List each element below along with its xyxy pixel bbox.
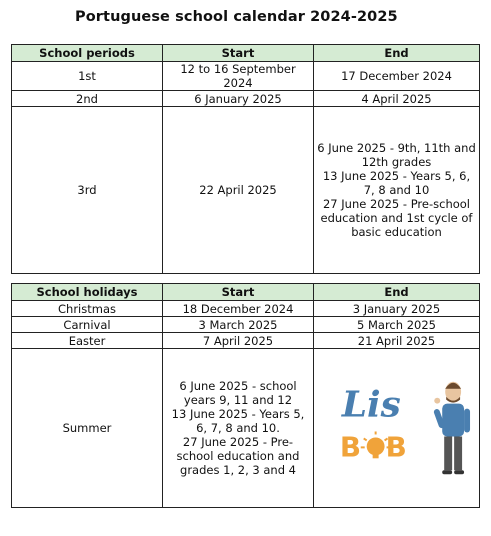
period-name: 2nd bbox=[12, 91, 163, 107]
holiday-start: 18 December 2024 bbox=[163, 301, 314, 317]
holiday-end: 5 March 2025 bbox=[314, 317, 480, 333]
table-row bbox=[12, 301, 480, 317]
column-header: School holidays bbox=[12, 284, 163, 301]
table-header-row bbox=[12, 45, 480, 62]
holiday-name: Carnival bbox=[12, 317, 163, 333]
column-header: End bbox=[314, 284, 480, 301]
holiday-end: 3 January 2025 bbox=[314, 301, 480, 317]
holiday-end: 21 April 2025 bbox=[314, 333, 480, 349]
table-row bbox=[12, 62, 480, 91]
column-header: Start bbox=[163, 284, 314, 301]
holiday-name: Easter bbox=[12, 333, 163, 349]
school-periods-table bbox=[11, 44, 480, 274]
period-end: 17 December 2024 bbox=[314, 62, 480, 91]
holiday-name: Summer bbox=[12, 349, 163, 508]
period-start: 22 April 2025 bbox=[163, 107, 314, 274]
column-header: School periods bbox=[12, 45, 163, 62]
period-end: 4 April 2025 bbox=[314, 91, 480, 107]
table-row bbox=[12, 333, 480, 349]
column-header: End bbox=[314, 45, 480, 62]
logo-text-b2: B bbox=[385, 430, 407, 464]
lisbob-logo bbox=[314, 349, 479, 507]
period-name: 3rd bbox=[12, 107, 163, 274]
school-holidays-table bbox=[11, 283, 480, 508]
column-header: Start bbox=[163, 45, 314, 62]
table-row bbox=[12, 107, 480, 274]
period-end: 6 June 2025 - 9th, 11th and 12th grades 13 June 2025 - Years 5, 6, 7, 8 and 10 27 June 2025 - Pre-school education and 1st cycle of basic education bbox=[314, 107, 480, 274]
holiday-start: 3 March 2025 bbox=[163, 317, 314, 333]
table-row bbox=[12, 91, 480, 107]
holiday-name: Christmas bbox=[12, 301, 163, 317]
table-row bbox=[12, 317, 480, 333]
logo-text-lis: Lis bbox=[341, 383, 401, 426]
logo-text-b1: B bbox=[339, 430, 362, 464]
period-name: 1st bbox=[12, 62, 163, 91]
holiday-start: 6 June 2025 - school years 9, 11 and 12 13 June 2025 - Years 5, 6, 7, 8 and 10. 27 June 2025 - Pre-school education and grades 1, 2, 3 and 4 bbox=[163, 349, 314, 508]
page-title: Portuguese school calendar 2024-2025 bbox=[75, 9, 398, 25]
table-header-row bbox=[12, 284, 480, 301]
period-start: 6 January 2025 bbox=[163, 91, 314, 107]
holiday-start: 7 April 2025 bbox=[163, 333, 314, 349]
table-row bbox=[12, 349, 480, 508]
period-start: 12 to 16 September 2024 bbox=[163, 62, 314, 91]
man-thumbs-up-illustration bbox=[433, 382, 470, 474]
lisbob-logo-cell bbox=[314, 349, 480, 508]
